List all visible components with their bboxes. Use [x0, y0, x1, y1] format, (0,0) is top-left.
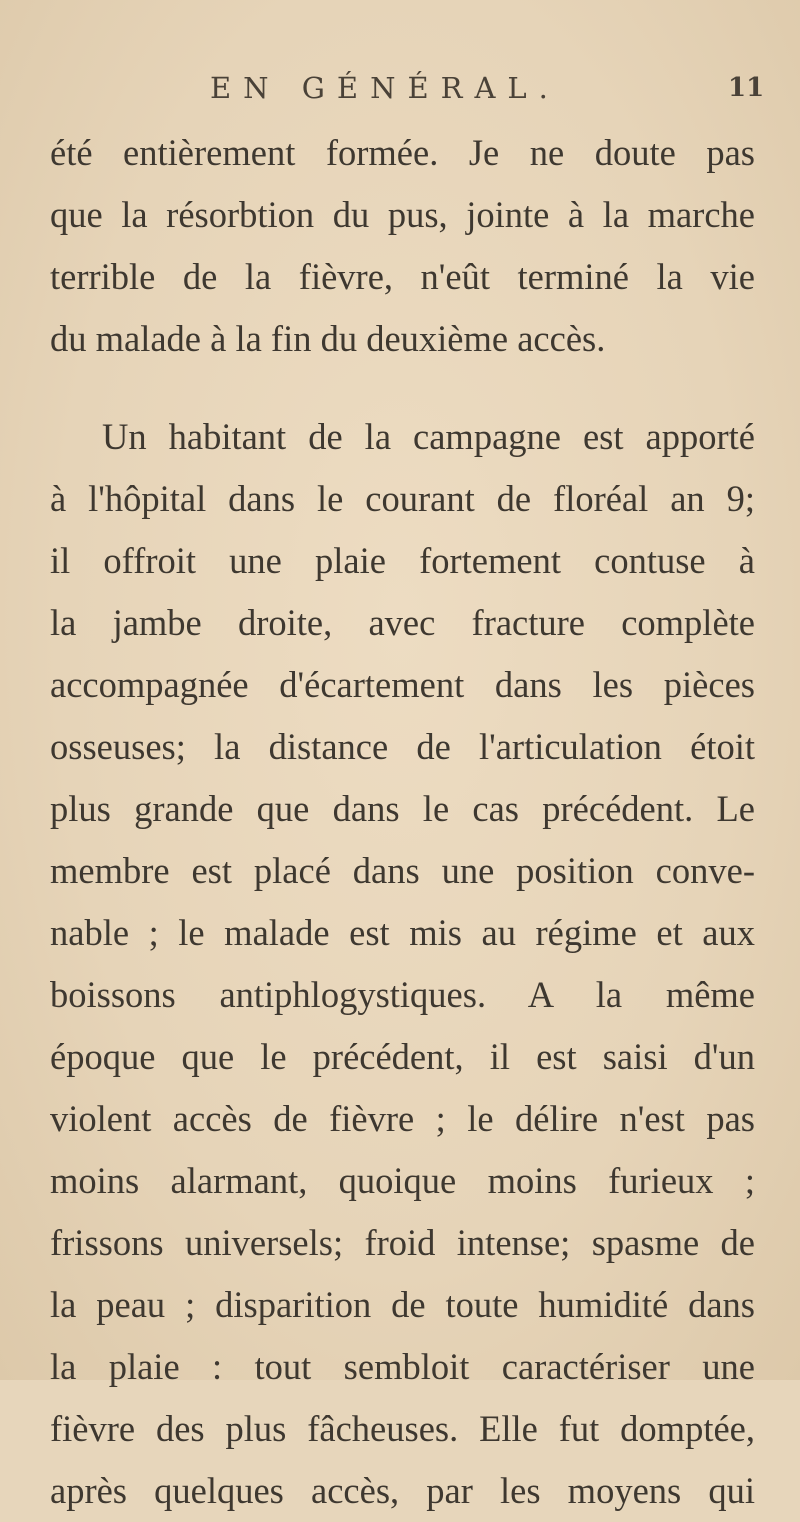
text-line: moins alarmant, quoique moins furieux ; [50, 1160, 755, 1201]
text-line: après quelques accès, par les moyens qui [50, 1470, 755, 1511]
text-line: nable ; le malade est mis au régime et aux [50, 912, 755, 953]
text-line: été entièrement formée. Je ne doute pas [50, 132, 755, 173]
text-line: que la résorbtion du pus, jointe à la marche [50, 194, 755, 235]
text-line: accompagnée d'écartement dans les pièces [50, 664, 755, 705]
text-line: la jambe droite, avec fracture complète [50, 602, 755, 643]
paragraph-gap [50, 370, 755, 406]
text-line: la plaie : tout sembloit caractériser une [50, 1346, 755, 1387]
text-line: à l'hôpital dans le courant de floréal an 9; [50, 478, 755, 519]
running-head [0, 68, 800, 108]
text-line: il offroit une plaie fortement contuse à [50, 540, 755, 581]
text-line: du malade à la fin du deuxième accès. [50, 318, 606, 359]
text-line: fièvre des plus fâcheuses. Elle fut domptée, [50, 1408, 755, 1449]
text-line: frissons universels; froid intense; spasme de [50, 1222, 755, 1263]
text-line: la peau ; disparition de toute humidité dans [50, 1284, 755, 1325]
text-line: plus grande que dans le cas précédent. Le [50, 788, 755, 829]
text-line: époque que le précédent, il est saisi d'un [50, 1036, 755, 1077]
text-line: violent accès de fièvre ; le délire n'est pas [50, 1098, 755, 1139]
text-line: osseuses; la distance de l'articulation étoit [50, 726, 755, 767]
page-number: 11 [728, 73, 765, 103]
text-line: Un habitant de la campagne est apporté [102, 416, 755, 457]
text-line: terrible de la fièvre, n'eût terminé la vie [50, 256, 755, 297]
body-text [50, 122, 755, 1522]
running-title: EN GÉNÉRAL. [210, 71, 560, 105]
text-line: membre est placé dans une position conve- [50, 850, 755, 891]
text-line: boissons antiphlogystiques. A la même [50, 974, 755, 1015]
